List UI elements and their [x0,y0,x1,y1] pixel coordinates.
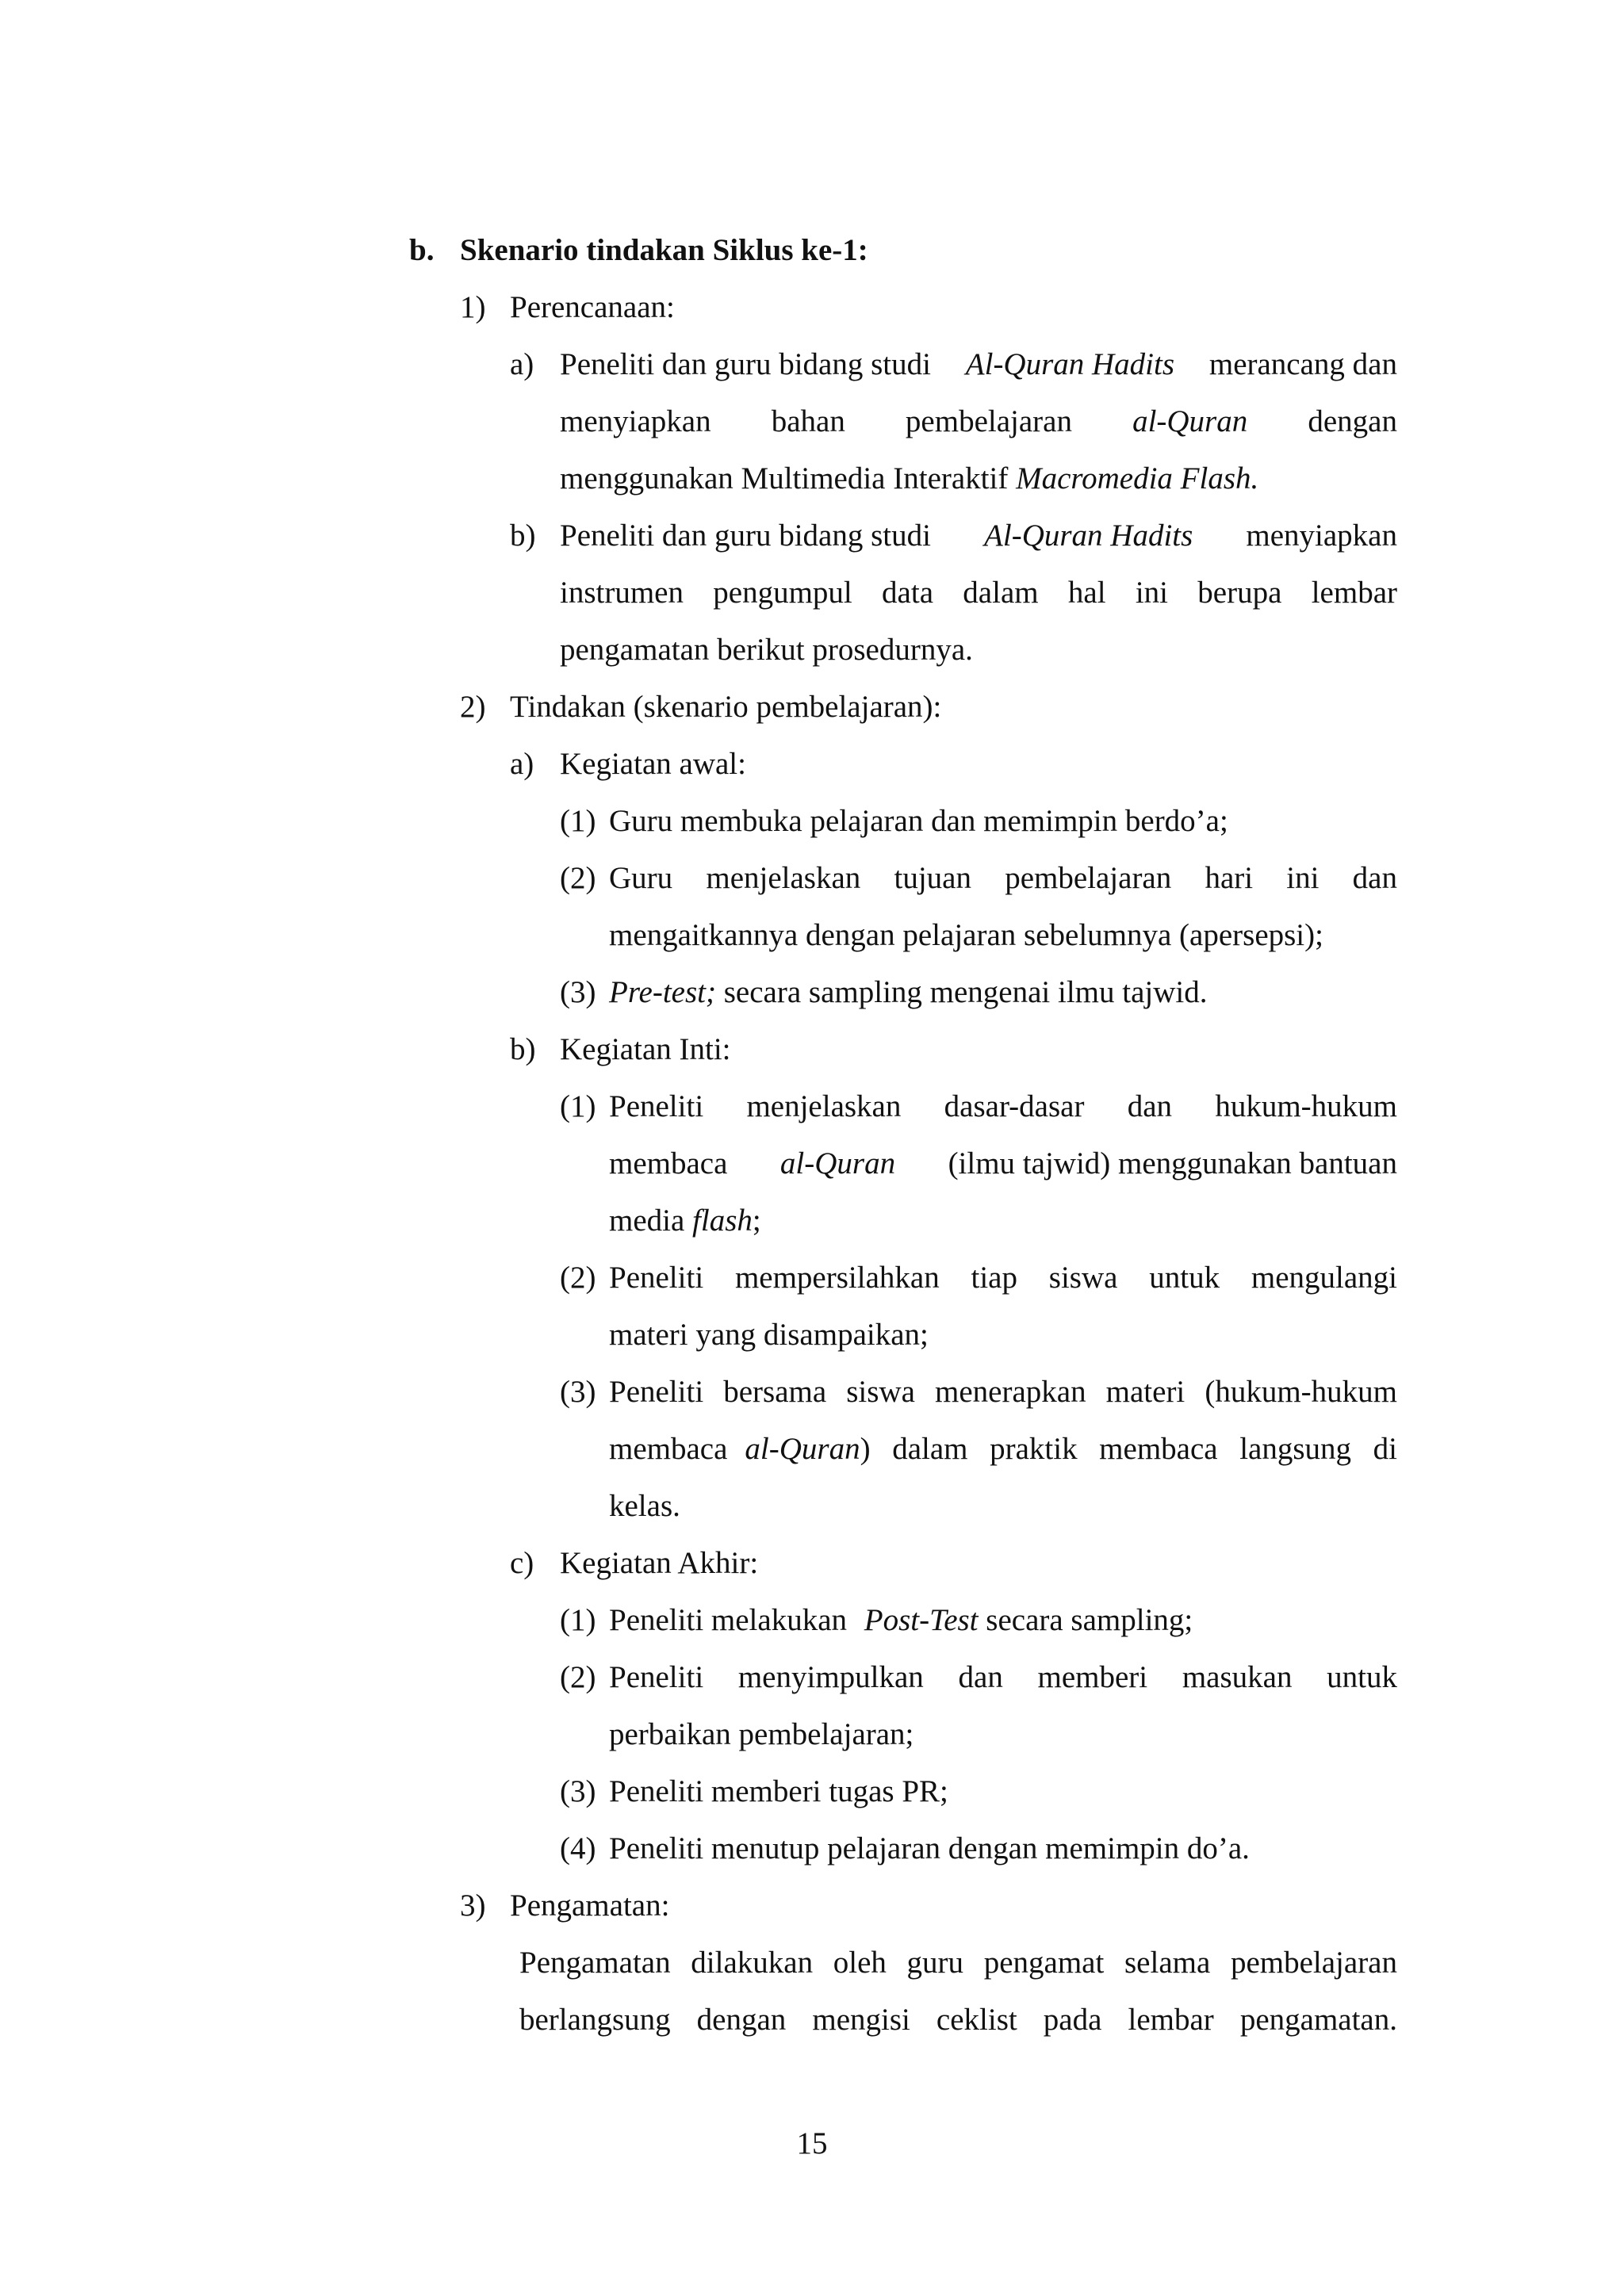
list-marker: (2) [560,861,596,895]
list-marker: (2) [560,1261,596,1295]
paragraph-line: Pengamatan dilakukan oleh guru pengamat selama pembelajaran [519,1946,1397,1980]
text-run: secara sampling mengenai ilmu tajwid. [723,975,1208,1009]
text-run: Peneliti melakukan [609,1603,848,1637]
list-marker: b) [510,519,536,553]
text-run: menyiapkan [1246,519,1397,553]
list-marker: 1) [460,290,486,324]
paragraph-line [609,1202,761,1240]
subsection-title: Pengamatan: [510,1888,670,1923]
section-heading: Skenario tindakan Siklus ke-1: [460,233,868,267]
list-marker: (1) [560,1089,596,1123]
italic-term: al-Quran [1132,404,1248,438]
page-number: 15 [796,2126,828,2160]
paragraph-line [560,346,1397,384]
list-marker: (1) [560,804,596,838]
italic-term: Post-Test [864,1603,979,1637]
text-run: Peneliti dan guru bidang studi [560,519,931,553]
italic-term: Pre-test; [609,975,716,1009]
paragraph-line [609,1145,1397,1183]
paragraph-line: Peneliti menutup pelajaran dengan memimpin do’a. [609,1831,1250,1866]
text-run: ; [752,1203,761,1238]
text-run: dengan [1308,404,1397,438]
paragraph-line: mengaitkannya dengan pelajaran sebelumnya (apersepsi); [609,918,1323,952]
paragraph-line: Peneliti menyimpulkan dan memberi masukan untuk [609,1660,1397,1694]
text-run: ) dalam praktik membaca langsung di [860,1432,1397,1466]
paragraph-line: Peneliti menjelaskan dasar-dasar dan hukum-hukum [609,1089,1397,1123]
text-run: merancang dan [1208,347,1397,381]
paragraph-line: instrumen pengumpul data dalam hal ini berupa lembar [560,576,1397,610]
list-marker: (3) [560,1375,596,1409]
text-run: membaca [609,1146,728,1181]
item-title: Kegiatan Akhir: [560,1546,759,1580]
list-marker: (1) [560,1603,596,1637]
paragraph-line [609,974,1208,1012]
italic-term: Macromedia Flash. [1016,461,1259,496]
text-run: Peneliti dan guru bidang studi [560,347,931,381]
paragraph-line: Guru menjelaskan tujuan pembelajaran hari ini dan [609,861,1397,895]
text-run: menyiapkan [560,404,711,438]
list-marker: b) [510,1032,536,1066]
italic-term: Al-Quran Hadits [965,347,1175,381]
list-marker: a) [510,747,534,781]
text-run: bahan [771,404,845,438]
paragraph-line: materi yang disampaikan; [609,1318,929,1352]
paragraph-line: pengamatan berikut prosedurnya. [560,633,973,667]
italic-term: Al-Quran Hadits [984,519,1193,553]
paragraph-line: Peneliti mempersilahkan tiap siswa untuk mengulangi [609,1261,1397,1295]
paragraph-line: Guru membuka pelajaran dan memimpin berdo’a; [609,804,1228,838]
section-marker: b. [409,233,435,267]
list-marker: c) [510,1546,534,1580]
text-run: membaca [609,1432,728,1466]
list-marker: (4) [560,1831,596,1866]
paragraph-line: perbaikan pembelajaran; [609,1717,914,1751]
text-run: menggunakan Multimedia Interaktif [560,461,1009,496]
paragraph-line: Peneliti bersama siswa menerapkan materi (hukum-hukum [609,1375,1397,1409]
paragraph-line: berlangsung dengan mengisi ceklist pada lembar pengamatan. [519,2003,1397,2037]
list-marker: (3) [560,1774,596,1808]
list-marker: 2) [460,690,486,724]
italic-term: flash [692,1203,753,1238]
text-run: media [609,1203,685,1238]
paragraph-line [560,460,1258,498]
text-run: secara sampling; [986,1603,1193,1637]
item-title: Kegiatan Inti: [560,1032,731,1066]
subsection-title: Tindakan (skenario pembelajaran): [510,690,942,724]
paragraph-line [560,403,1397,441]
paragraph-line [560,517,1397,555]
text-run: pembelajaran [905,404,1072,438]
list-marker: (3) [560,975,596,1009]
list-marker: a) [510,347,534,381]
italic-term: al-Quran [745,1432,860,1466]
paragraph-line [609,1430,1397,1468]
paragraph-line: kelas. [609,1489,680,1523]
paragraph-line [609,1601,1193,1640]
paragraph-line: Peneliti memberi tugas PR; [609,1774,948,1808]
item-title: Kegiatan awal: [560,747,746,781]
list-marker: (2) [560,1660,596,1694]
list-marker: 3) [460,1888,486,1923]
subsection-title: Perencanaan: [510,290,675,324]
italic-term: al-Quran [779,1146,896,1181]
text-run: (ilmu tajwid) menggunakan bantuan [948,1146,1397,1181]
